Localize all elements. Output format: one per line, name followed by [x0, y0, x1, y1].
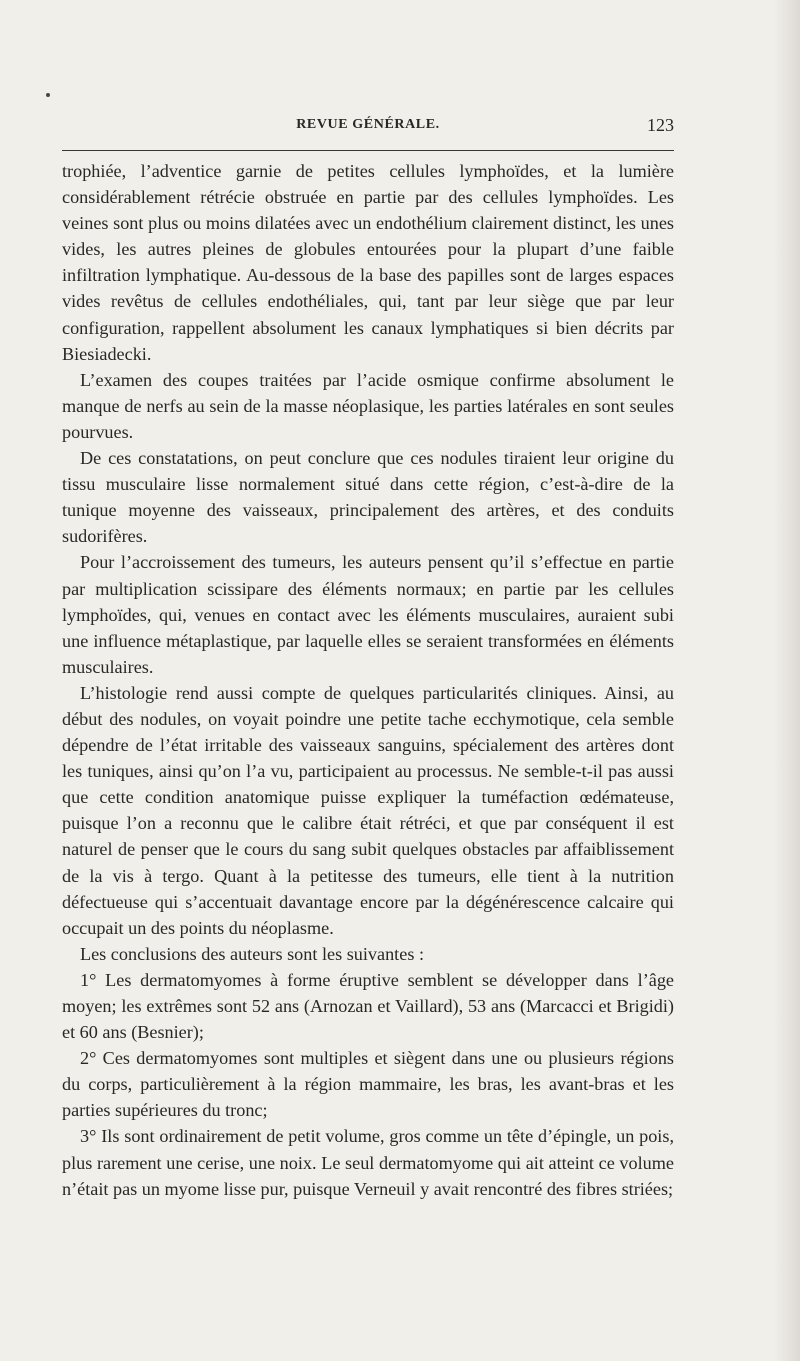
paragraph: trophiée, l’adventice garnie de petites cellules lymphoïdes, et la lumière considérablement rétrécie obstruée en partie par des cellules lymphoïdes. Les veines sont plus ou moins dilatées avec un endothélium clairement distinct, les unes vides, les autres pleines de globules entourées pour la plupart d’une faible infiltration lymphatique. Au-dessous de la base des papilles sont de larges espaces vides revêtus de cellules endothéliales, qui, tant par leur siège que par leur configuration, rappellent absolument les canaux lymphatiques si bien décrits par Biesiadecki.	[62, 161, 674, 364]
paragraph: L’examen des coupes traitées par l’acide osmique confirme absolument le manque de nerfs au sein de la masse néoplasique, les parties latérales en sont seules pourvues.	[62, 369, 674, 442]
header-rule	[62, 150, 674, 151]
paragraph: Les conclusions des auteurs sont les suivantes :	[80, 943, 424, 964]
page-number: 123	[647, 115, 674, 135]
running-header	[62, 113, 674, 137]
paragraph: Pour l’accroissement des tumeurs, les auteurs pensent qu’il s’effectue en partie par multiplication scissipare des éléments normaux; en partie par les cellules lymphoïdes, qui, venues en contact avec les éléments musculaires, auraient subi une influence métaplastique, par laquelle elles se seraient transformées en éléments musculaires.	[62, 552, 674, 677]
ink-speck	[46, 93, 50, 97]
paragraph: 2° Ces dermatomyomes sont multiples et siègent dans une ou plusieurs régions du corps, particulièrement à la région mammaire, les bras, les avant-bras et les parties supérieures du tronc;	[62, 1048, 674, 1121]
paragraph: De ces constatations, on peut conclure que ces nodules tiraient leur origine du tissu musculaire lisse normalement situé dans cette région, c’est-à-dire de la tunique moyenne des vaisseaux, principalement des artères, et des conduits sudorifères.	[62, 448, 674, 547]
paragraph: L’histologie rend aussi compte de quelques particularités cliniques. Ainsi, au début des nodules, on voyait poindre une petite tache ecchymotique, cela semble dépendre de l’état irritable des vaisseaux sanguins, spécialement des artères dont les tuniques, ainsi qu’on l’a vu, participaient au processus. Ne semble-t-il pas aussi que cette condition anatomique puisse expliquer la tuméfaction œdémateuse, puisque l’on a reconnu que le calibre était rétréci, et que par conséquent il est naturel de penser que le cours du sang subit quelques obstacles par affaiblissement de la vis à tergo. Quant à la petitesse des tumeurs, elle tient à la nutrition défectueuse qui s’accentuait davantage encore par la dégénérescence calcaire qui occupait un des points du néoplasme.	[62, 682, 674, 938]
body-text	[62, 158, 674, 1202]
page-edge-shadow	[774, 0, 800, 1361]
paragraph: 3° Ils sont ordinairement de petit volume, gros comme un tête d’épingle, un pois, plus rarement une cerise, une noix. Le seul dermatomyome qui ait atteint ce volume n’était pas un myome lisse pur, puisque Verneuil y avait rencontré des fibres striées;	[62, 1126, 674, 1199]
paragraph: 1° Les dermatomyomes à forme éruptive semblent se développer dans l’âge moyen; les extrêmes sont 52 ans (Arnozan et Vaillard), 53 ans (Marcacci et Brigidi) et 60 ans (Besnier);	[62, 969, 674, 1043]
running-title: REVUE GÉNÉRALE.	[296, 117, 440, 132]
